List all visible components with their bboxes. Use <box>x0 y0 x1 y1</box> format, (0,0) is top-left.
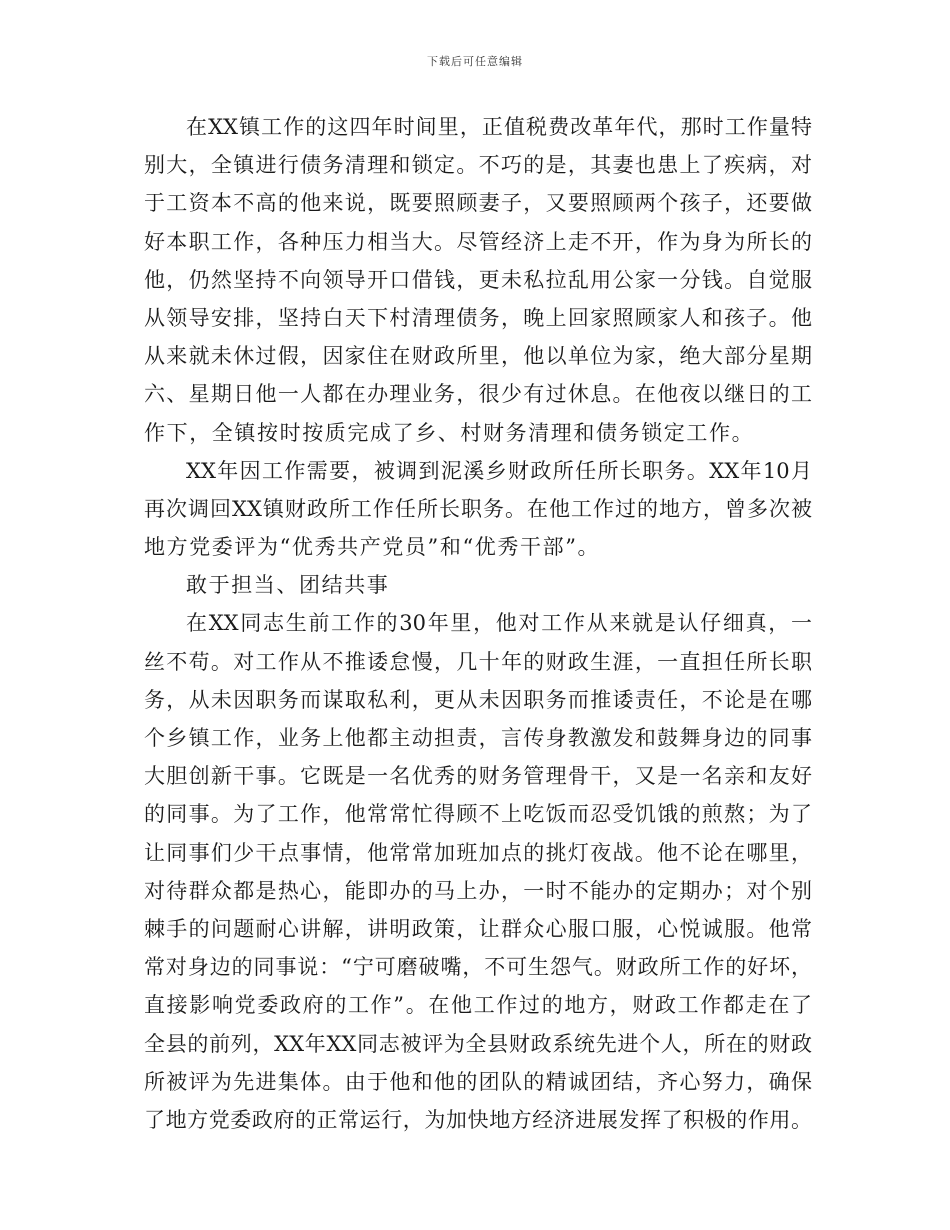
text-line: 地方党委评为“优秀共产党员”和“优秀干部”。 <box>144 535 601 560</box>
text-line: XX年因工作需要，被调到泥溪乡财政所任所长职务。XX年10月 <box>186 458 812 483</box>
text-line: 于工资本不高的他来说，既要照顾妻子，又要照顾两个孩子，还要做 <box>144 191 812 216</box>
text-line: 所被评为先进集体。由于他和他的团队的精诚团结，齐心努力，确保 <box>144 1069 812 1094</box>
text-line: 好本职工作，各种压力相当大。尽管经济上走不开，作为身为所长的 <box>144 229 812 254</box>
page-header: 下载后可任意编辑 <box>427 55 523 68</box>
text-line: 他，仍然坚持不向领导开口借钱，更未私拉乱用公家一分钱。自觉服 <box>144 267 812 292</box>
text-line: 棘手的问题耐心讲解，讲明政策，让群众心服口服，心悦诚服。他常 <box>144 916 812 941</box>
text-line: 大胆创新干事。它既是一名优秀的财务管理骨干，又是一名亲和友好 <box>144 764 812 789</box>
text-line: 六、星期日他一人都在办理业务，很少有过休息。在他夜以继日的工 <box>144 382 812 407</box>
text-line: 别大，全镇进行债务清理和锁定。不巧的是，其妻也患上了疾病，对 <box>144 153 812 178</box>
text-line: 在XX镇工作的这四年时间里，正值税费改革年代，那时工作量特 <box>186 115 812 139</box>
text-line: 从来就未休过假，因家住在财政所里，他以单位为家，绝大部分星期 <box>144 344 812 369</box>
text-line: 了地方党委政府的正常运行，为加快地方经济进展发挥了积极的作用。 <box>144 1107 812 1132</box>
text-line: 作下，全镇按时按质完成了乡、村财务清理和债务锁定工作。 <box>144 420 755 445</box>
text-line: 让同事们少干点事情，他常常加班加点的挑灯夜战。他不论在哪里， <box>144 840 812 865</box>
text-line: 个乡镇工作，业务上他都主动担责，言传身教激发和鼓舞身边的同事 <box>144 726 812 750</box>
text-line: 对待群众都是热心，能即办的马上办，一时不能办的定期办；对个别 <box>144 878 812 903</box>
text-line: 常对身边的同事说：“宁可磨破嘴，不可生怨气。财政所工作的好坏， <box>144 955 812 980</box>
text-line: 在XX同志生前工作的30年里，他对工作从来就是认仔细真，一 <box>186 611 812 636</box>
text-line: 务，从未因职务而谋取私利，更从未因职务而推诿责任，不论是在哪 <box>144 687 812 712</box>
text-line: 直接影响党委政府的工作”。在他工作过的地方，财政工作都走在了 <box>144 993 812 1018</box>
text-line: 再次调回XX镇财政所工作任所长职务。在他工作过的地方，曾多次被 <box>144 496 812 521</box>
text-line: 敢于担当、团结共事 <box>186 573 390 598</box>
text-line: 的同事。为了工作，他常常忙得顾不上吃饭而忍受饥饿的煎熬；为了 <box>144 802 812 827</box>
document-body <box>144 108 812 1139</box>
text-line: 从领导安排，坚持白天下村清理债务，晚上回家照顾家人和孩子。他 <box>144 305 812 330</box>
text-line: 全县的前列，XX年XX同志被评为全县财政系统先进个人，所在的财政 <box>144 1031 812 1056</box>
text-line: 丝不苟。对工作从不推诿怠慢，几十年的财政生涯，一直担任所长职 <box>144 649 812 674</box>
